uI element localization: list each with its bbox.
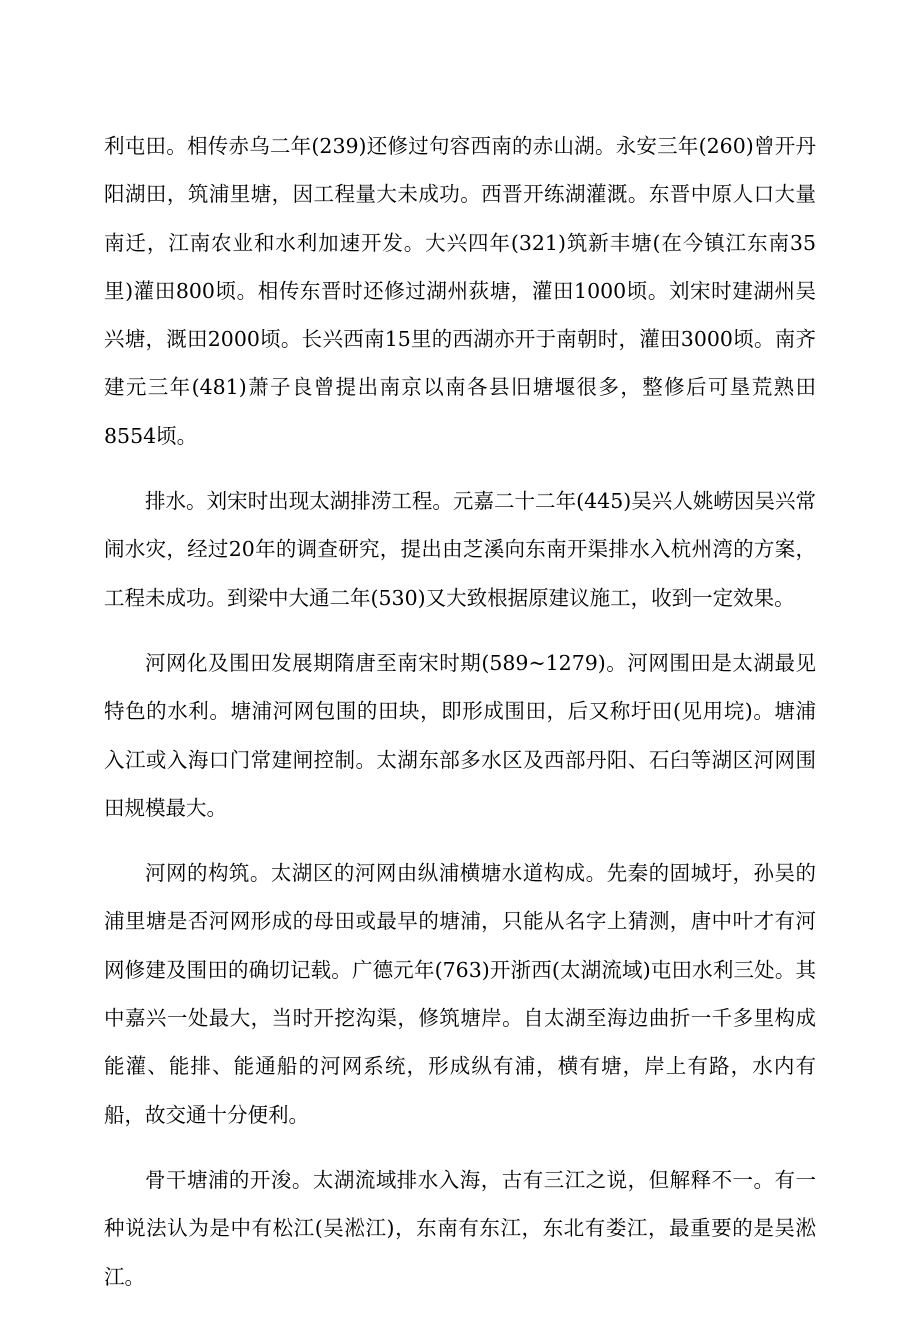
paragraph-hewanghua: 河网化及围田发展期隋唐至南宋时期(589~1279)。河网围田是太湖最见特色的水利。塘浦河网包围的田块，即形成围田，后又称圩田(见用垸)。塘浦入江或入海口门常建闸控制。太湖东部多水区及西部丹阳、石臼等湖区河网围田规模最大。 <box>104 650 816 820</box>
paragraph-paishui: 排水。刘宋时出现太湖排涝工程。元嘉二十二年(445)吴兴人姚崂因吴兴常闹水灾，经过20年的调查研究，提出由芝溪向东南开渠排水入杭州湾的方案，工程未成功。到梁中大通二年(530)又大致根据原建议施工，收到一定效果。 <box>104 489 816 610</box>
paragraph-gugan-tangpu: 骨干塘浦的开浚。太湖流域排水入海，古有三江之说，但解释不一。有一种说法认为是中有松江(吴淞江)，东南有东江，东北有娄江，最重要的是吴淞江。 <box>104 1167 816 1289</box>
paragraph-tuntian: 利屯田。相传赤乌二年(239)还修过句容西南的赤山湖。永安三年(260)曾开丹阳湖田，筑浦里塘，因工程量大未成功。西晋开练湖灌溉。东晋中原人口大量南迁，江南农业和水利加速开发。大兴四年(321)筑新丰塘(在今镇江东南35里)灌田800顷。相传东晋时还修过湖州荻塘，灌田1000顷。刘宋时建湖州吴兴塘，溉田2000顷。长兴西南15里的西湖亦开于南朝时，灌田3000顷。南齐建元三年(481)萧子良曾提出南京以南各县旧塘堰很多，整修后可垦荒熟田8554顷。 <box>104 134 816 448</box>
paragraph-hewang-gouzhu: 河网的构筑。太湖区的河网由纵浦横塘水道构成。先秦的固城圩，孙吴的浦里塘是否河网形成的母田或最早的塘浦，只能从名字上猜测，唐中叶才有河网修建及围田的确切记载。广德元年(763)开浙西(太湖流域)屯田水利三处。其中嘉兴一处最大，当时开挖沟渠，修筑塘岸。自太湖至海边曲折一千多里构成能灌、能排、能通船的河网系统，形成纵有浦，横有塘，岸上有路，水内有船，故交通十分便利。 <box>104 861 816 1127</box>
document-body <box>104 122 816 1318</box>
